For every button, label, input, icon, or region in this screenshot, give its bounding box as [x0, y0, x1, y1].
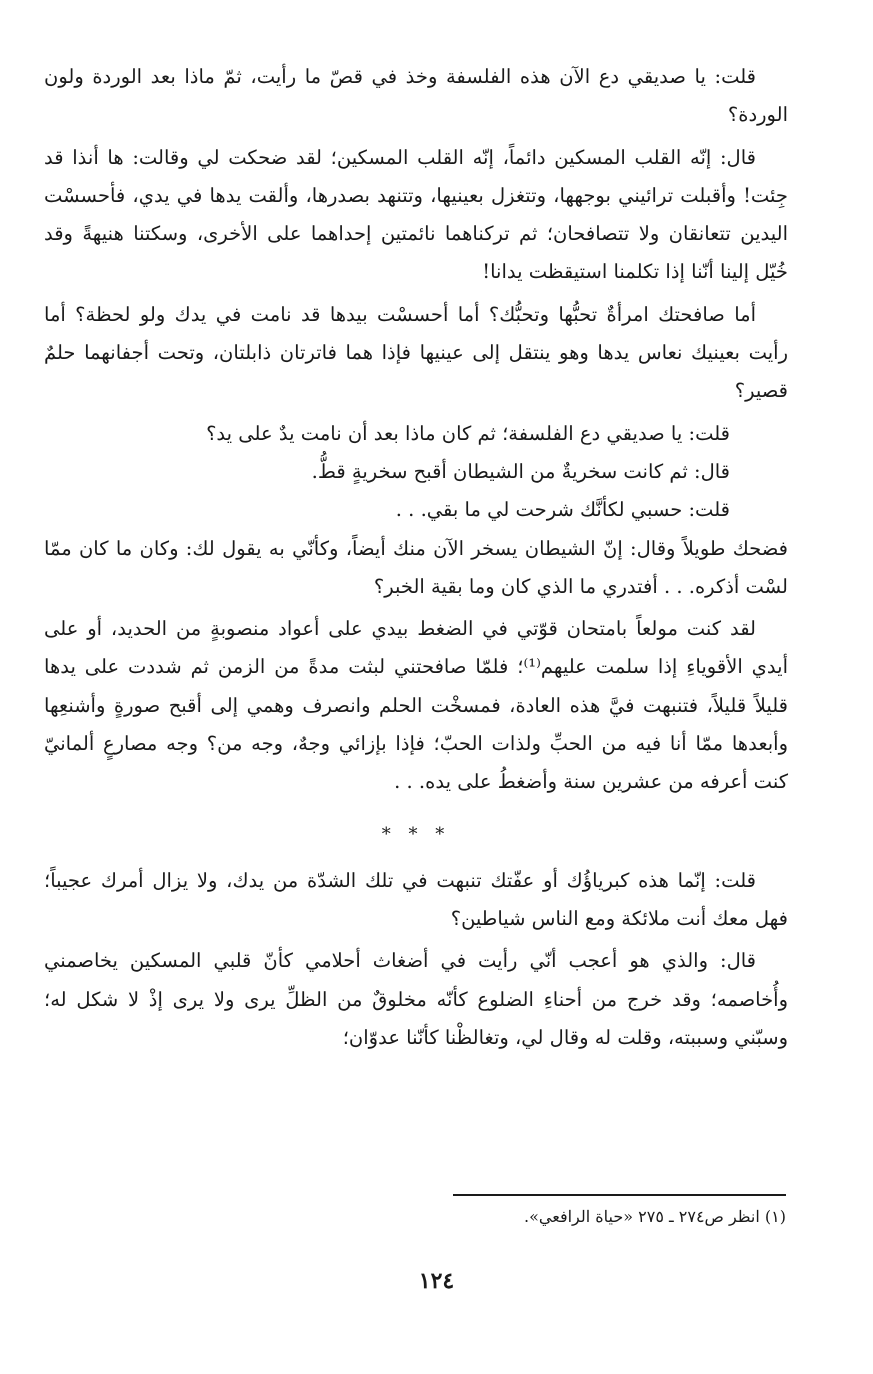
paragraph: فضحك طويلاً وقال: إنّ الشيطان يسخر الآن منك أيضاً، وكأنّي به يقول لك: وكان ما كان ممّا لسْت أذكره. . . أفتدري ما الذي كان وما بقية الخبر؟ [44, 536, 788, 598]
page-number: ١٢٤ [418, 1268, 455, 1294]
paragraph: قلت: إنّما هذه كبرياؤُك أو عفّتك تنبهت في تلك الشدّة من يدك، ولا يزال أمرك عجيباً؛ فهل معك أنت ملائكة ومع الناس شياطين؟ [44, 868, 788, 930]
page-body [44, 58, 788, 1061]
footnote: (١) انظر ص٢٧٤ ـ ٢٧٥ «حياة الرافعي». [524, 1207, 786, 1226]
paragraph: أما صافحتك امرأةٌ تحبُّها وتحبُّك؟ أما أحسسْت بيدها قد نامت في يدك ولو لحظة؟ أما رأيت بعينيك نعاس يدها وهو ينتقل إلى عينيها فإذا هما فاترتان ذابلتان، وتحت أجفانهما حلمٌ قصير؟ [44, 302, 788, 403]
footnote-divider [453, 1194, 786, 1196]
section-separator: * * * [381, 823, 451, 845]
paragraph: قلت: يا صديقي دع الآن هذه الفلسفة وخذ في قصّ ما رأيت، ثمّ ماذا بعد الوردة ولون الوردة؟ [44, 65, 788, 127]
paragraph: قال: والذي هو أعجب أنّي رأيت في أضغاث أحلامي كأنّ قلبي المسكين يخاصمني وأُخاصمه؛ وقد خرج من أحناءِ الضلوع كأنّه مخلوقٌ من الظلِّ يرى ولا يرى إذْ لا شكل له؛ وسبّني وسببته، وقلت له وقال لي، وتغالظْنا كأنّنا عدوّان؛ [44, 949, 788, 1049]
dialogue-line: قلت: يا صديقي دع الفلسفة؛ ثم كان ماذا بعد أن نامت يدٌ على يد؟ [206, 421, 730, 445]
dialogue-line: قلت: حسبي لكأنَّك شرحت لي ما بقي. . . [395, 498, 730, 522]
paragraph: قال: إنّه القلب المسكين دائماً، إنّه القلب المسكين؛ لقد ضحكت لي وقالت: ها أنذا قد جِئت! وأقبلت ترائيني بوجهها، وتتغزل بعينيها، وتتنهد بصدرها، وألقت يدها في يدي، فأحسسْت اليدين تتعانقان ولا تتصافحان؛ ثم تركناهما نائمتين إحداهما على الأخرى، وسكتنا هنيهةً وقد خُيّل إلينا أنّنا إذا تكلمنا استيقظت يدانا! [44, 145, 788, 284]
dialogue-line: قال: ثم كانت سخريةٌ من الشيطان أقبح سخريةٍ قطُّ. [311, 459, 730, 483]
dialogue-block [44, 415, 788, 530]
paragraph: لقد كنت مولعاً بامتحان قوّتي في الضغط بيدي على أعواد منصوبةٍ من الحديد، أو على أيدي الأقوياءِ إذا سلمت عليهم⁽¹⁾؛ فلمّا صافحتني لبثت مدةً من الزمن ثم شددت على يدها قليلاً قليلاً، فتنبهت فيَّ هذه العادة، فمسخْت الحلم وانصرف وهمي إلى أقبح صورةٍ وأشنعِها وأبعدها ممّا أنا فيه من الحبِّ ولذات الحبّ؛ فإذا بإزائي وجهٌ، وجه من؟ وجه مصارعٍ ألمانيّ كنت أعرفه من عشرين سنة وأضغطُ على يده. . . [44, 617, 788, 794]
